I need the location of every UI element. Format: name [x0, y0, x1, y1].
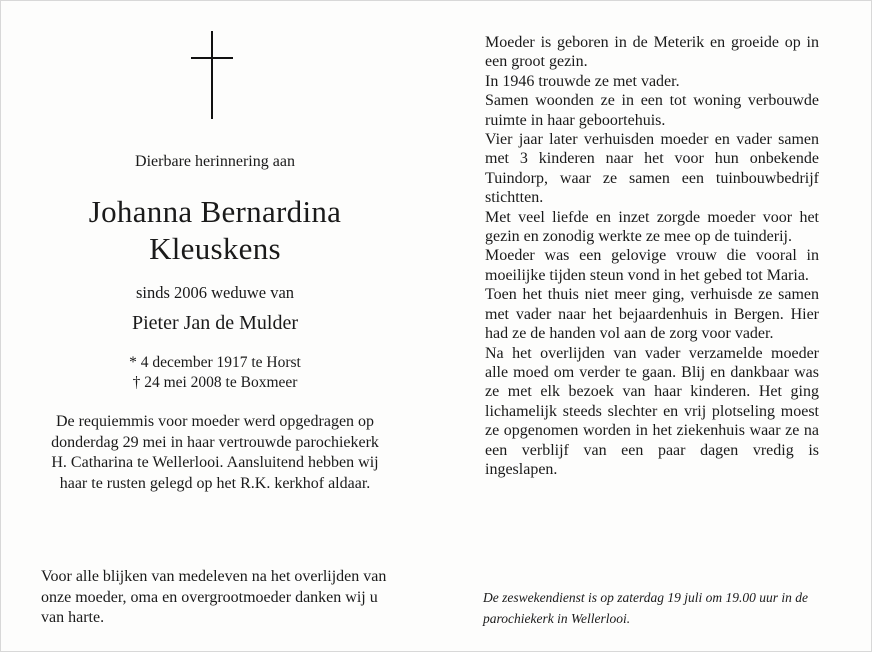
name-line-1: Johanna Bernardina: [88, 194, 342, 229]
deceased-name: [19, 193, 411, 267]
spouse-name: Pieter Jan de Mulder: [131, 312, 299, 334]
name-line-2: Kleuskens: [149, 231, 281, 266]
story-paragraph: Met veel liefde en inzet zorgde moeder voor het gezin en zonodig werkte ze mee op de tuinderij.: [485, 208, 819, 246]
story-paragraph: Toen het thuis niet meer ging, verhuisde ze samen met vader naar het bejaardenhuis in Bergen. Hier had ze de handen vol aan de zorg voor vader.: [485, 286, 819, 343]
service-note: De zeswekendienst is op zaterdag 19 juli om 19.00 uur in de parochiekerk in Wellerlooi.: [483, 590, 808, 626]
story-paragraph: Samen woonden ze in een tot woning verbouwde ruimte in haar geboortehuis.: [485, 92, 819, 129]
story-paragraph: Na het overlijden van vader verzamelde moeder alle moed om verder te gaan. Blij en dankbaar was ze met elk bezoek van haar kinderen. Het ging lichamelijk steeds slechter en vrij plotseling moest ze opgenomen worden in het ziekenhuis waar ze na een verblijf van een paar dagen vredig is ingeslapen.: [485, 344, 819, 478]
intro-text: Dierbare herinnering aan: [135, 153, 295, 170]
life-story: [485, 33, 819, 479]
story-paragraph: Vier jaar later verhuisden moeder en vader samen met 3 kinderen naar het voor hun onbekende Tuindorp, waar ze samen een tuinbouwbedrijf stichtten.: [485, 131, 819, 207]
dates-block: [19, 353, 411, 393]
story-paragraph: Moeder was een gelovige vrouw die vooral in moeilijke tijden steun vond in het gebed tot Maria.: [485, 247, 819, 284]
cross-icon: [191, 31, 235, 121]
death-date: † 24 mei 2008 te Boxmeer: [132, 374, 298, 391]
requiem-text: De requiemmis voor moeder werd opgedragen op donderdag 29 mei in haar vertrouwde parochiekerk H. Catharina te Wellerlooi. Aansluitend hebben wij haar te rusten gelegd op het R.K. kerkhof aldaar.: [51, 413, 379, 492]
story-paragraph: In 1946 trouwde ze met vader.: [485, 72, 680, 90]
birth-date: * 4 december 1917 te Horst: [129, 354, 301, 371]
left-panel: [19, 1, 411, 653]
widow-text: sinds 2006 weduwe van: [135, 283, 295, 302]
thanks-text: Voor alle blijken van medeleven na het overlijden van onze moeder, oma en overgrootmoeder danken wij u van harte.: [41, 568, 387, 626]
story-paragraph: Moeder is geboren in de Meterik en groeide op in een groot gezin.: [485, 34, 819, 71]
